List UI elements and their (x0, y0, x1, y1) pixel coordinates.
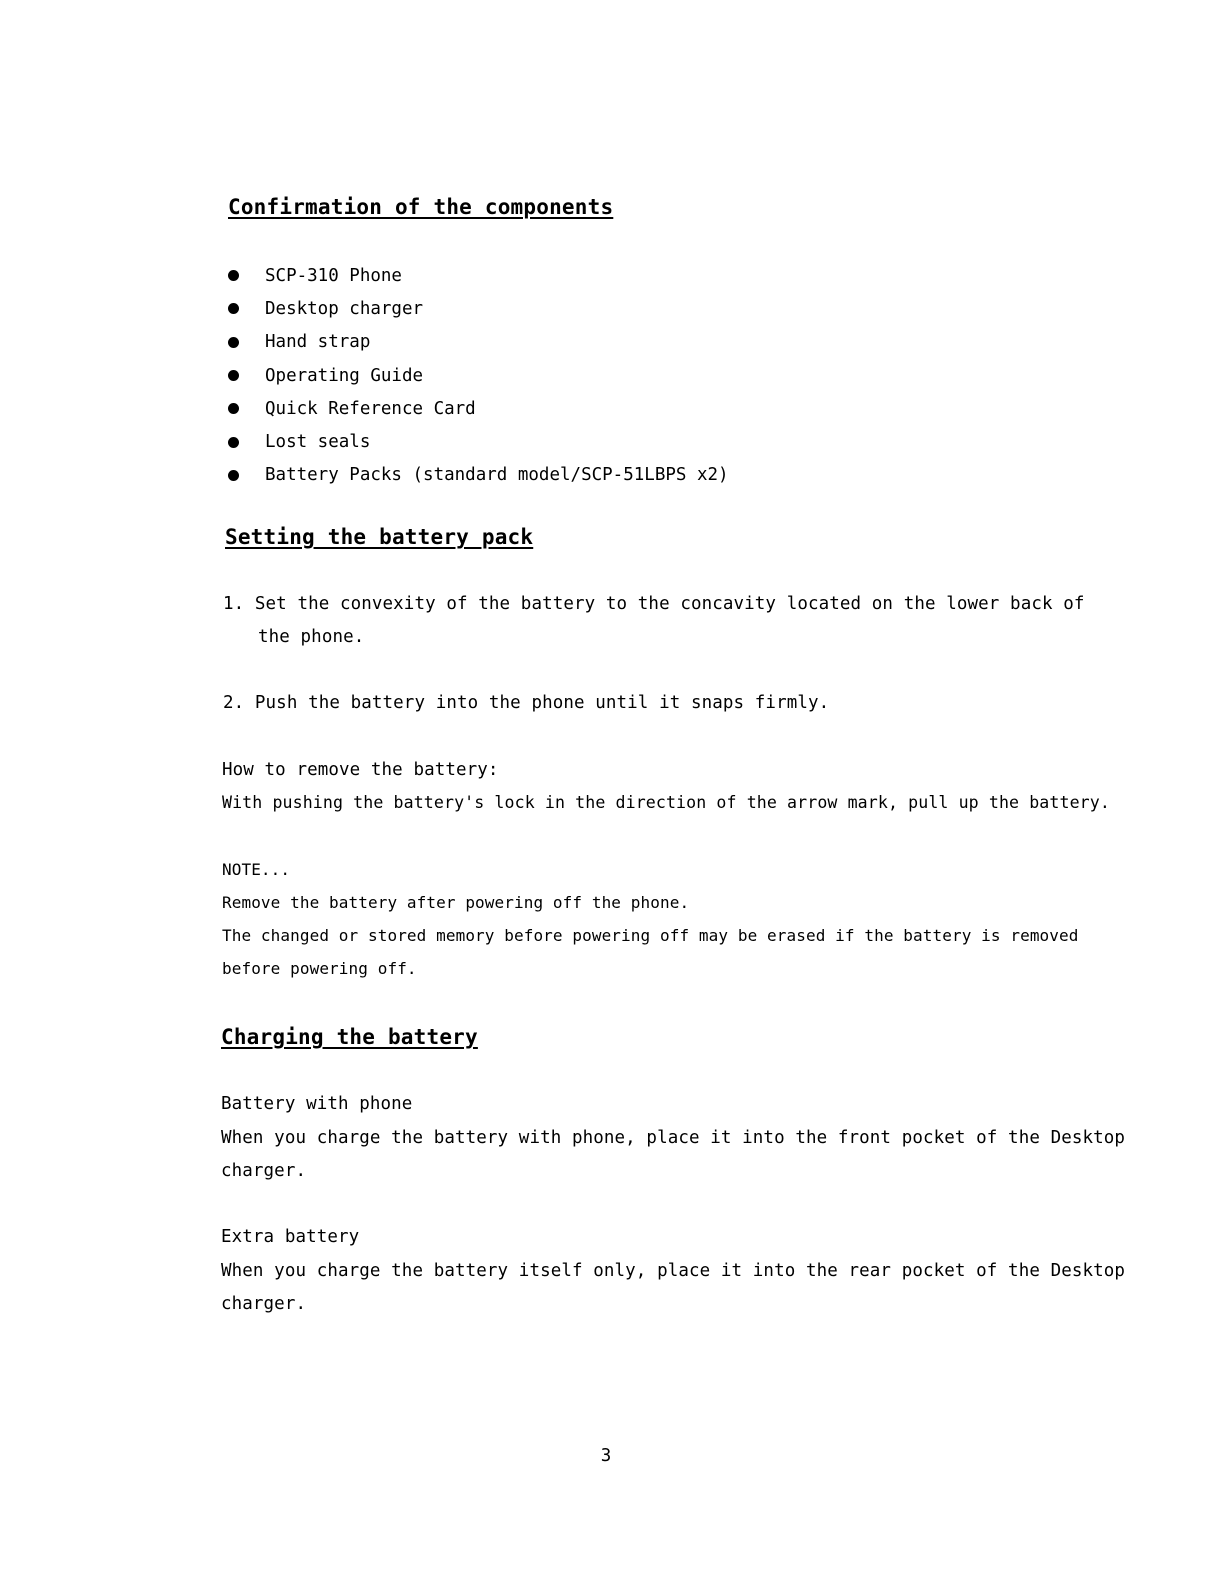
list-item-label: Battery Packs (standard model/SCP-51LBPS x2) (265, 465, 729, 486)
note-line-1: Remove the battery after powering off the phone. (222, 893, 690, 912)
with-phone-title: Battery with phone (221, 1094, 413, 1114)
note-title: NOTE... (222, 860, 291, 879)
list-item-label: Hand strap (265, 332, 371, 353)
list-item-label: SCP-310 Phone (265, 265, 402, 286)
extra-battery-line-1: When you charge the battery itself only, place it into the rear pocket of the Desktop (221, 1261, 1126, 1281)
list-item (228, 392, 729, 425)
note-line-2: The changed or stored memory before powering off may be erased if the battery is removed (222, 926, 1079, 945)
step-2: 2. Push the battery into the phone until it snaps firmly. (223, 693, 830, 713)
bullet-icon (228, 370, 239, 381)
step-1-line-2: the phone. (258, 627, 365, 647)
list-item (228, 459, 729, 492)
bullet-icon (228, 437, 239, 448)
extra-battery-title: Extra battery (221, 1227, 360, 1247)
with-phone-line-1: When you charge the battery with phone, place it into the front pocket of the Desktop (221, 1128, 1126, 1148)
page-number: 3 (600, 1446, 612, 1466)
bullet-icon (228, 403, 239, 414)
list-item-label: Desktop charger (265, 298, 424, 319)
bullet-icon (228, 270, 239, 281)
extra-battery-line-2: charger. (221, 1294, 307, 1314)
list-item-label: Operating Guide (265, 365, 424, 386)
remove-title: How to remove the battery: (222, 760, 499, 780)
components-list (228, 259, 729, 492)
components-heading: Confirmation of the components (228, 195, 614, 219)
remove-text: With pushing the battery's lock in the direction of the arrow mark, pull up the battery. (222, 793, 1110, 812)
list-item (228, 259, 729, 292)
list-item-label: Quick Reference Card (265, 398, 476, 419)
bullet-icon (228, 303, 239, 314)
note-line-3: before powering off. (222, 959, 417, 978)
bullet-icon (228, 337, 239, 348)
charging-heading: Charging the battery (221, 1025, 478, 1049)
bullet-icon (228, 470, 239, 481)
battery-pack-heading: Setting the battery pack (225, 525, 534, 549)
list-item (228, 425, 729, 458)
list-item-label: Lost seals (265, 432, 371, 453)
list-item (228, 292, 729, 325)
step-1-line-1: 1. Set the convexity of the battery to the concavity located on the lower back of (223, 594, 1085, 614)
with-phone-line-2: charger. (221, 1161, 307, 1181)
list-item (228, 326, 729, 359)
list-item (228, 359, 729, 392)
